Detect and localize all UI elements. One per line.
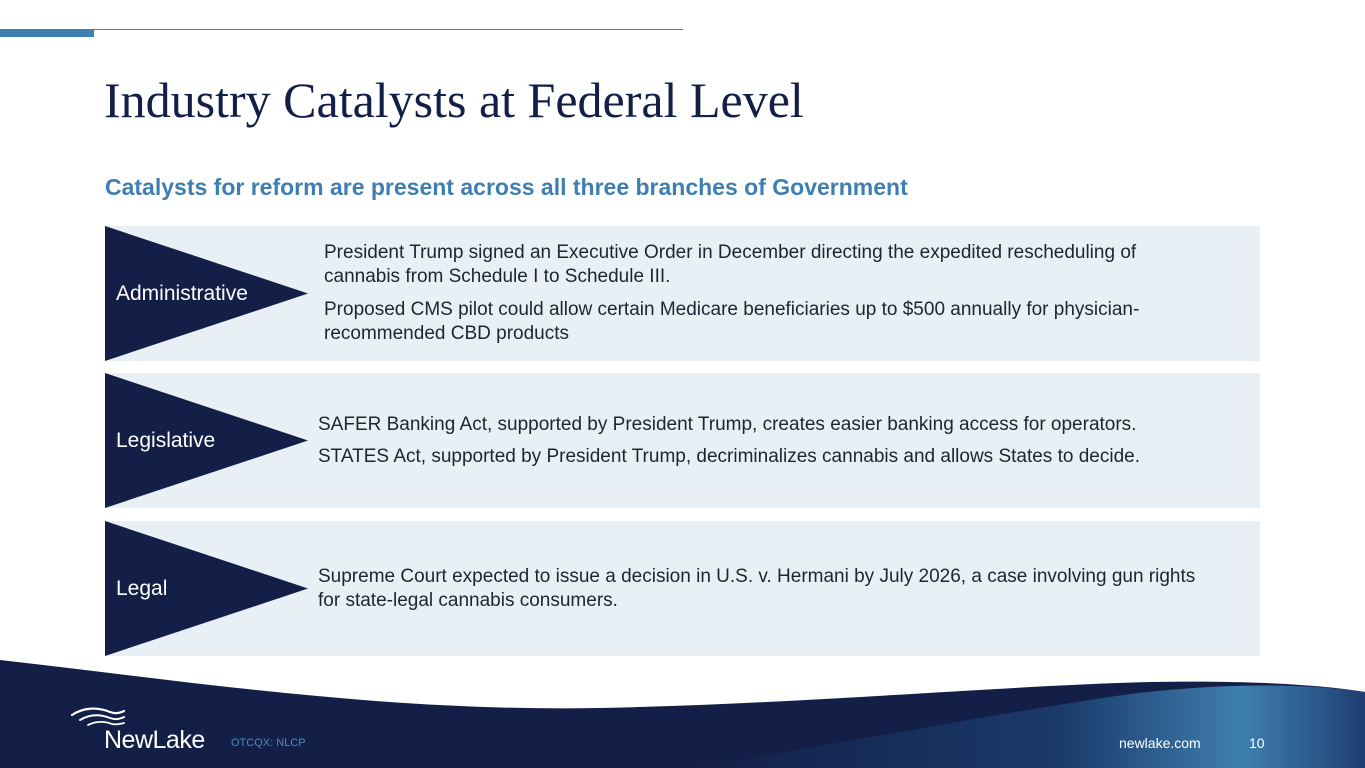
website-link[interactable]: newlake.com [1119,735,1201,751]
slide-subtitle: Catalysts for reform are present across all three branches of Government [105,174,908,200]
ticker-symbol: OTCQX: NLCP [231,737,306,749]
wave-logo-icon [70,706,126,728]
newlake-logo [70,706,220,754]
logo-text: NewLake [104,726,205,754]
catalyst-body [318,373,1248,508]
header-accent-bar [0,30,94,37]
catalyst-row-legislative [105,373,1260,508]
catalyst-body [318,521,1198,656]
page-number: 10 [1249,735,1265,751]
catalyst-label: Legal [116,577,168,600]
slide-title: Industry Catalysts at Federal Level [104,72,804,128]
catalyst-row-legal [105,521,1260,656]
catalyst-point: SAFER Banking Act, supported by President Trump, creates easier banking access for operators. [318,413,1137,435]
catalyst-label: Legislative [116,429,216,452]
catalyst-point: STATES Act, supported by President Trump, decriminalizes cannabis and allows States to decide. [318,445,1140,467]
catalyst-point: Proposed CMS pilot could allow certain Medicare beneficiaries up to $500 annually for physician-recommended CBD products [324,299,1140,344]
catalyst-point: President Trump signed an Executive Order in December directing the expedited rescheduling of cannabis from Schedule I to Schedule III. [324,242,1137,287]
header-rule [0,29,683,30]
catalyst-point: Supreme Court expected to issue a decision in U.S. v. Hermani by July 2026, a case involving gun rights for state-legal cannabis consumers. [318,565,1196,611]
catalyst-row-administrative [105,226,1260,361]
catalyst-body [324,226,1204,361]
catalyst-label: Administrative [116,282,248,305]
